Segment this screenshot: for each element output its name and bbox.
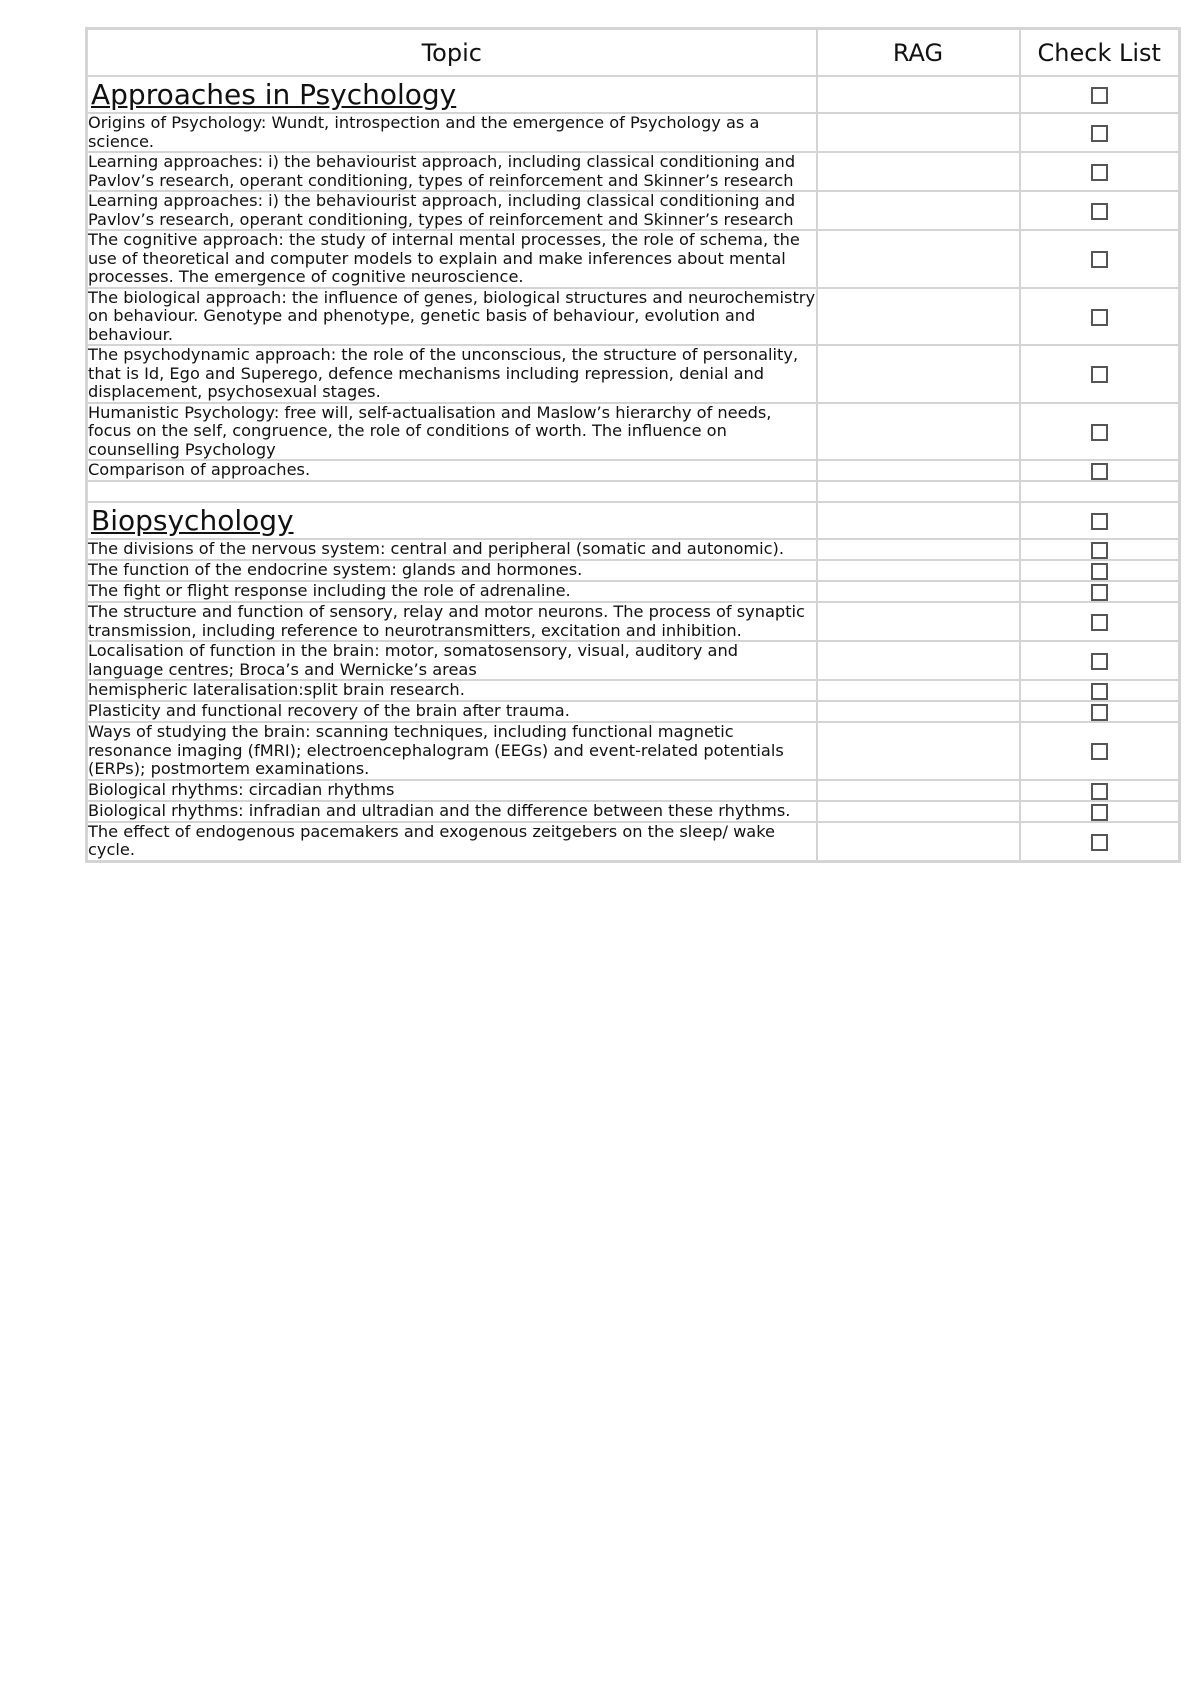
topic-row xyxy=(87,191,1180,230)
check-list-cell[interactable] xyxy=(1020,113,1180,152)
checkbox-icon[interactable] xyxy=(1091,584,1108,601)
checkbox-icon[interactable] xyxy=(1091,683,1108,700)
rag-cell[interactable] xyxy=(817,641,1020,680)
topic-row xyxy=(87,701,1180,722)
checkbox-icon[interactable] xyxy=(1091,834,1108,851)
check-list-cell[interactable] xyxy=(1020,801,1180,822)
topic-row xyxy=(87,560,1180,581)
topic-row xyxy=(87,345,1180,403)
check-list-cell[interactable] xyxy=(1020,460,1180,481)
check-list-cell[interactable] xyxy=(1020,701,1180,722)
header-row xyxy=(87,29,1180,77)
topic-text: The psychodynamic approach: the role of the unconscious, the structure of personality, that is Id, Ego and Superego, defence mechanisms including repression, denial and displacement, psychosexual stages. xyxy=(87,345,817,403)
rag-cell[interactable] xyxy=(817,722,1020,780)
section-title: Approaches in Psychology xyxy=(87,76,817,113)
checkbox-icon[interactable] xyxy=(1091,513,1108,530)
topic-text: Learning approaches: i) the behaviourist approach, including classical conditioning and Pavlov’s research, operant conditioning, types of reinforcement and Skinner’s research xyxy=(87,152,817,191)
topic-text: Origins of Psychology: Wundt, introspection and the emergence of Psychology as a science. xyxy=(87,113,817,152)
topic-text: Biological rhythms: circadian rhythms xyxy=(87,780,817,801)
section-title: Biopsychology xyxy=(87,502,817,539)
rag-cell[interactable] xyxy=(817,780,1020,801)
rag-cell[interactable] xyxy=(817,602,1020,641)
topic-text: The cognitive approach: the study of internal mental processes, the role of schema, the use of theoretical and computer models to explain and make inferences about mental processes. The emergence of cognitive neuroscience. xyxy=(87,230,817,288)
rag-cell[interactable] xyxy=(817,345,1020,403)
rag-cell[interactable] xyxy=(817,560,1020,581)
checkbox-icon[interactable] xyxy=(1091,653,1108,670)
topic-text: The fight or flight response including the role of adrenaline. xyxy=(87,581,817,602)
topic-text: Localisation of function in the brain: motor, somatosensory, visual, auditory and language centres; Broca’s and Wernicke’s areas xyxy=(87,641,817,680)
check-list-cell[interactable] xyxy=(1020,581,1180,602)
checkbox-icon[interactable] xyxy=(1091,203,1108,220)
checkbox-icon[interactable] xyxy=(1091,366,1108,383)
topic-row xyxy=(87,460,1180,481)
checkbox-icon[interactable] xyxy=(1091,87,1108,104)
rag-cell[interactable] xyxy=(817,581,1020,602)
topic-row xyxy=(87,403,1180,461)
rag-cell[interactable] xyxy=(817,481,1020,502)
checkbox-icon[interactable] xyxy=(1091,463,1108,480)
topic-row xyxy=(87,822,1180,862)
check-list-cell[interactable] xyxy=(1020,641,1180,680)
topic-row xyxy=(87,680,1180,701)
rag-cell[interactable] xyxy=(817,230,1020,288)
rag-cell[interactable] xyxy=(817,801,1020,822)
topic-checklist-table xyxy=(85,27,1181,863)
check-list-cell[interactable] xyxy=(1020,403,1180,461)
check-list-cell[interactable] xyxy=(1020,191,1180,230)
topic-row xyxy=(87,801,1180,822)
topic-text: Learning approaches: i) the behaviourist approach, including classical conditioning and Pavlov’s research, operant conditioning, types of reinforcement and Skinner’s research xyxy=(87,191,817,230)
topic-text: Ways of studying the brain: scanning techniques, including functional magnetic resonance imaging (fMRI); electroencephalogram (EEGs) and event-related potentials (ERPs); postmortem examinations. xyxy=(87,722,817,780)
rag-cell[interactable] xyxy=(817,403,1020,461)
spacer-row xyxy=(87,481,1180,502)
checkbox-icon[interactable] xyxy=(1091,704,1108,721)
topic-text: Humanistic Psychology: free will, self-actualisation and Maslow’s hierarchy of needs, focus on the self, congruence, the role of conditions of worth. The influence on counselling Psychology xyxy=(87,403,817,461)
topic-text: Plasticity and functional recovery of the brain after trauma. xyxy=(87,701,817,722)
topic-row xyxy=(87,230,1180,288)
topic-row xyxy=(87,581,1180,602)
topic-text: hemispheric lateralisation:split brain research. xyxy=(87,680,817,701)
rag-cell[interactable] xyxy=(817,680,1020,701)
checkbox-icon[interactable] xyxy=(1091,309,1108,326)
check-list-cell[interactable] xyxy=(1020,502,1180,539)
check-list-cell[interactable] xyxy=(1020,152,1180,191)
section-heading-row xyxy=(87,502,1180,539)
spacer-cell xyxy=(87,481,817,502)
rag-cell[interactable] xyxy=(817,701,1020,722)
check-list-cell xyxy=(1020,481,1180,502)
checkbox-icon[interactable] xyxy=(1091,563,1108,580)
rag-cell[interactable] xyxy=(817,113,1020,152)
checkbox-icon[interactable] xyxy=(1091,743,1108,760)
rag-cell[interactable] xyxy=(817,460,1020,481)
check-list-cell[interactable] xyxy=(1020,822,1180,862)
topic-text: Comparison of approaches. xyxy=(87,460,817,481)
check-list-cell[interactable] xyxy=(1020,602,1180,641)
topic-row xyxy=(87,113,1180,152)
checkbox-icon[interactable] xyxy=(1091,164,1108,181)
topic-row xyxy=(87,539,1180,560)
topic-row xyxy=(87,152,1180,191)
check-list-cell[interactable] xyxy=(1020,288,1180,346)
checkbox-icon[interactable] xyxy=(1091,251,1108,268)
checkbox-icon[interactable] xyxy=(1091,614,1108,631)
checkbox-icon[interactable] xyxy=(1091,542,1108,559)
check-list-cell[interactable] xyxy=(1020,722,1180,780)
topic-text: Biological rhythms: infradian and ultradian and the difference between these rhythms. xyxy=(87,801,817,822)
topic-text: The structure and function of sensory, relay and motor neurons. The process of synaptic transmission, including reference to neurotransmitters, excitation and inhibition. xyxy=(87,602,817,641)
checklist-sheet xyxy=(85,27,1178,863)
check-list-cell[interactable] xyxy=(1020,680,1180,701)
topic-row xyxy=(87,641,1180,680)
checklist-body xyxy=(87,76,1180,861)
topic-row xyxy=(87,780,1180,801)
checkbox-icon[interactable] xyxy=(1091,804,1108,821)
topic-text: The function of the endocrine system: glands and hormones. xyxy=(87,560,817,581)
rag-cell[interactable] xyxy=(817,152,1020,191)
checkbox-icon[interactable] xyxy=(1091,783,1108,800)
check-list-cell[interactable] xyxy=(1020,230,1180,288)
rag-cell[interactable] xyxy=(817,76,1020,113)
rag-cell[interactable] xyxy=(817,191,1020,230)
checkbox-icon[interactable] xyxy=(1091,125,1108,142)
checkbox-icon[interactable] xyxy=(1091,424,1108,441)
rag-header: RAG xyxy=(817,29,1020,77)
topic-text: The divisions of the nervous system: central and peripheral (somatic and autonomic). xyxy=(87,539,817,560)
topic-text: The biological approach: the influence of genes, biological structures and neurochemistry on behaviour. Genotype and phenotype, genetic basis of behaviour, evolution and behaviour. xyxy=(88,287,816,344)
check-list-cell[interactable] xyxy=(1020,76,1180,113)
check-list-cell[interactable] xyxy=(1020,560,1180,581)
rag-cell[interactable] xyxy=(817,539,1020,560)
rag-cell[interactable] xyxy=(817,288,1020,346)
rag-cell[interactable] xyxy=(817,822,1020,862)
check-list-cell[interactable] xyxy=(1020,780,1180,801)
topic-row xyxy=(87,722,1180,780)
topic-text: The effect of endogenous pacemakers and exogenous zeitgebers on the sleep/ wake cycle. xyxy=(87,822,817,862)
check-list-cell[interactable] xyxy=(1020,539,1180,560)
topic-row xyxy=(87,288,1180,346)
check-list-cell[interactable] xyxy=(1020,345,1180,403)
topic-header: Topic xyxy=(87,29,817,77)
section-heading-row xyxy=(87,76,1180,113)
check-list-header: Check List xyxy=(1020,29,1180,77)
topic-row xyxy=(87,602,1180,641)
rag-cell[interactable] xyxy=(817,502,1020,539)
